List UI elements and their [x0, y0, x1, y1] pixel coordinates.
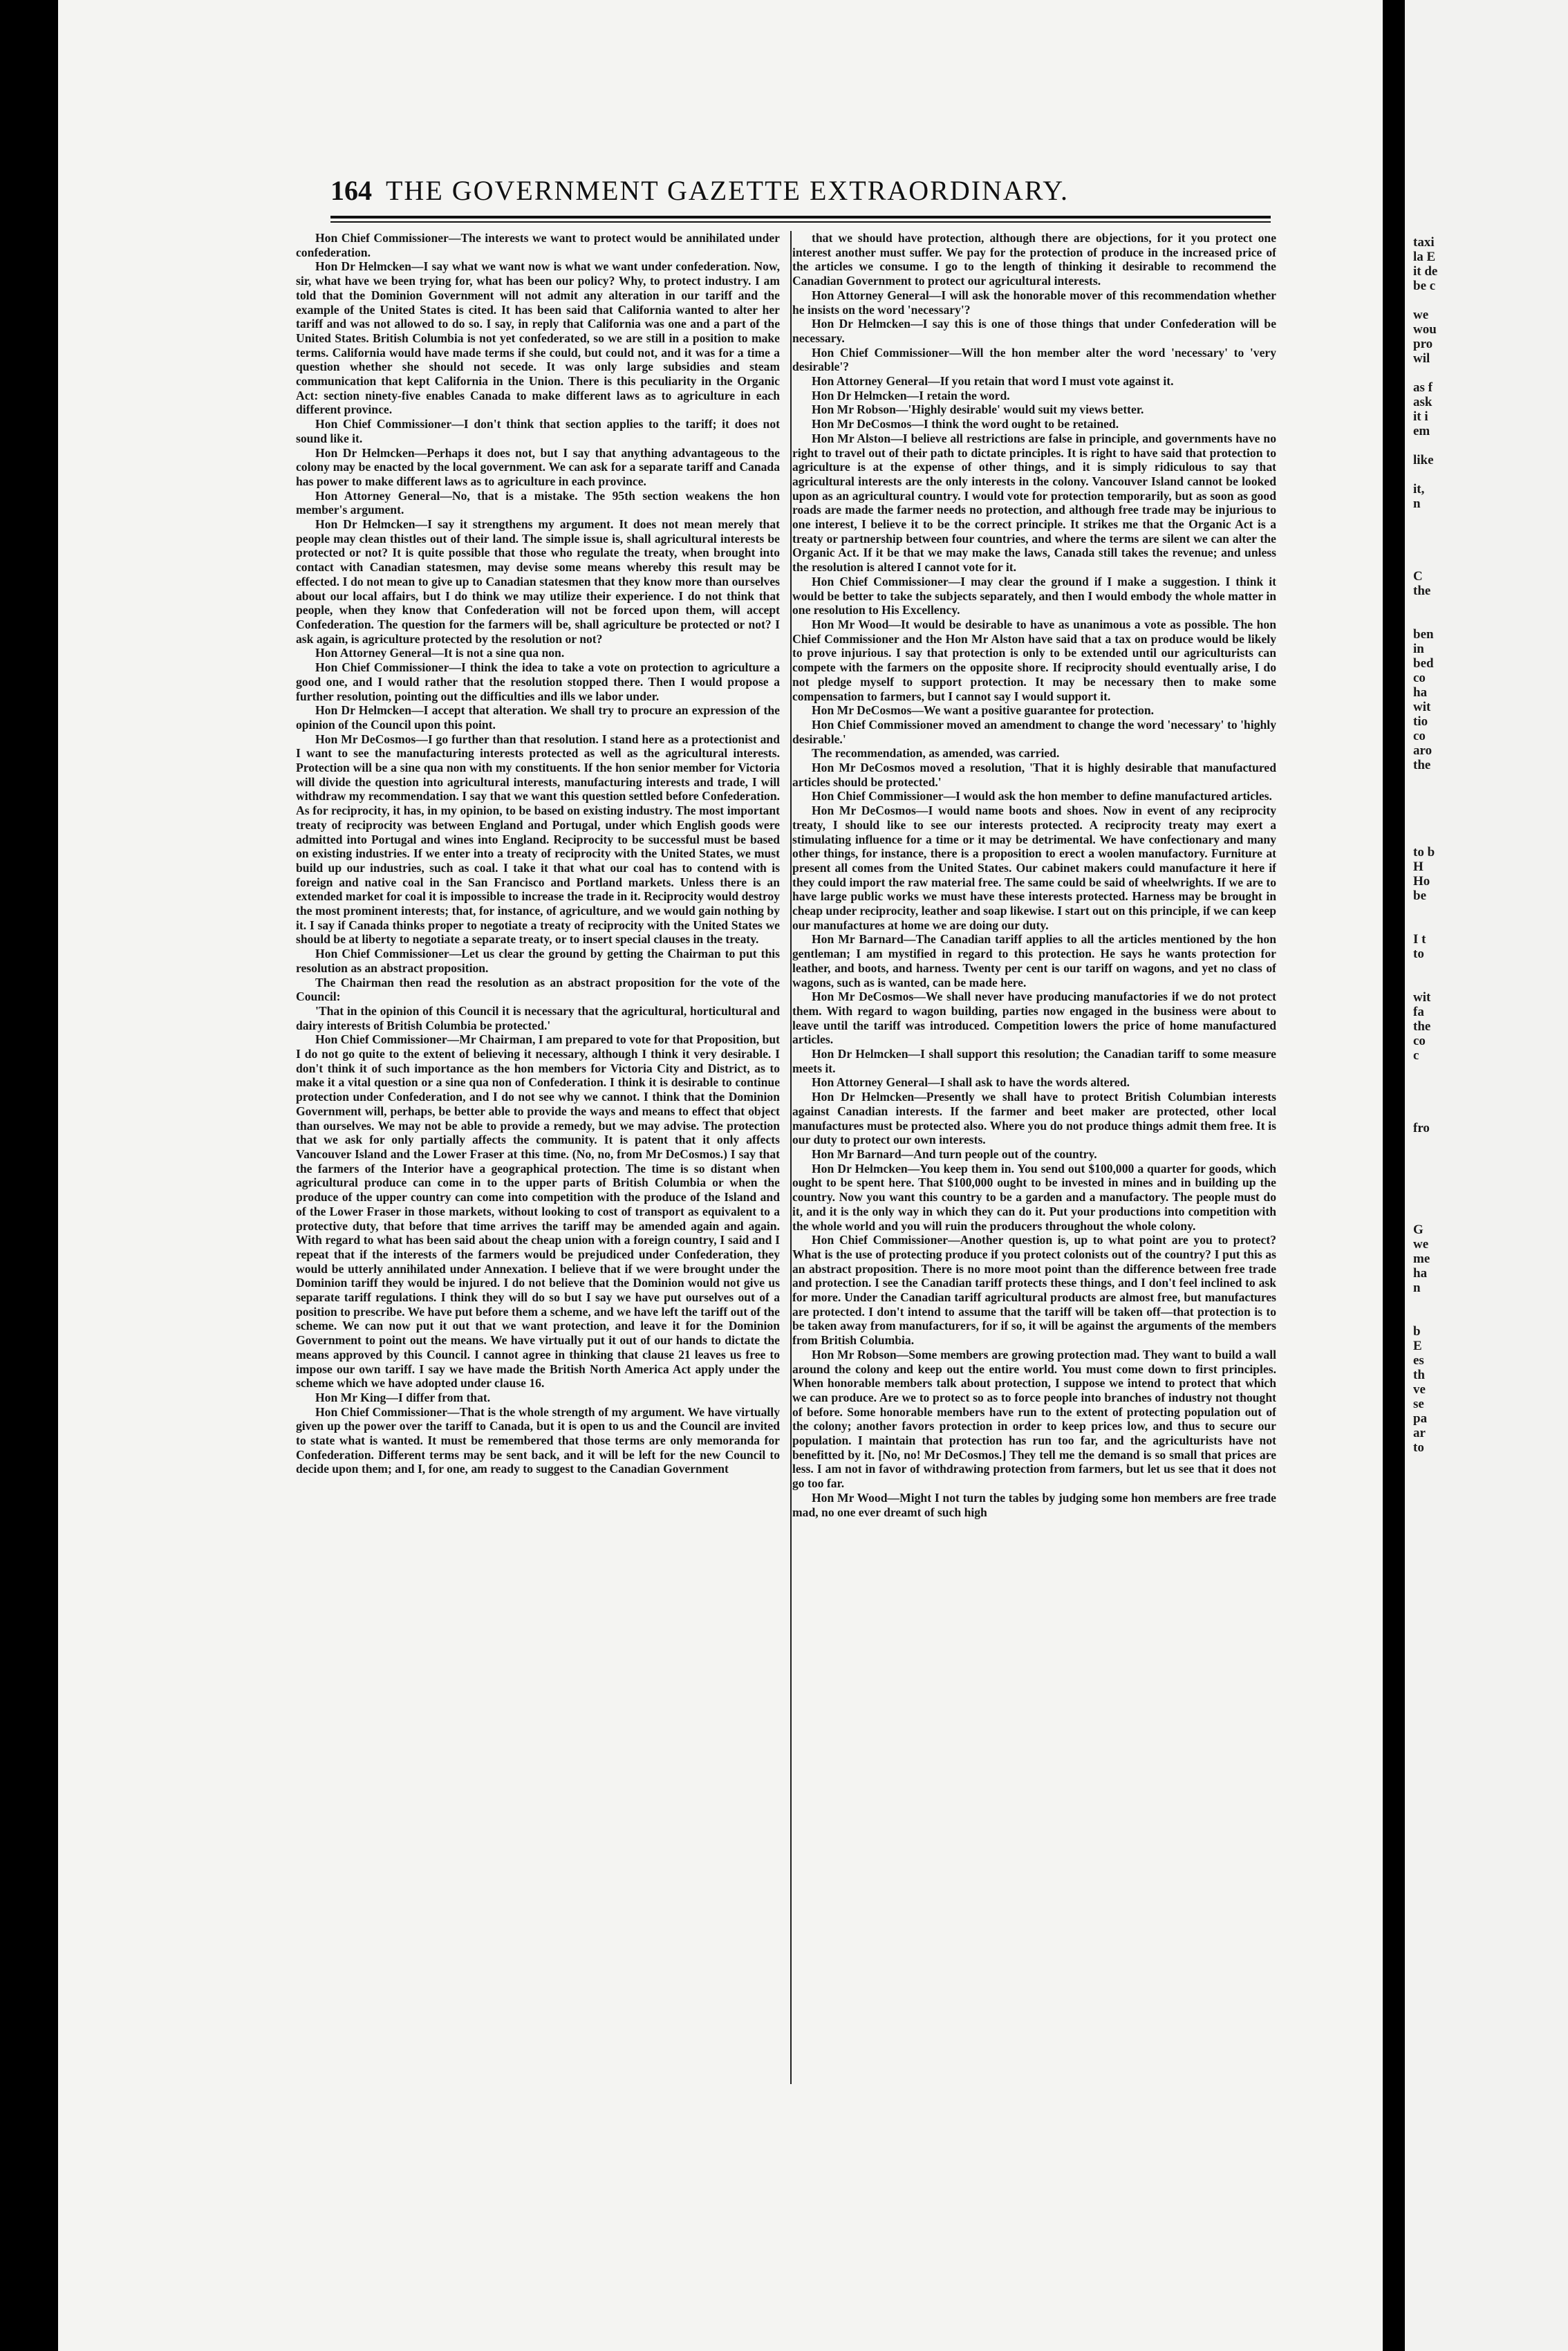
right-column-paragraph: Hon Attorney General—If you retain that word I must vote against it.: [812, 374, 1174, 389]
adjacent-page-line: co: [1413, 1034, 1426, 1048]
adjacent-page-line: se: [1413, 1397, 1424, 1411]
adjacent-page-line: we: [1413, 308, 1429, 322]
adjacent-page-line: wit: [1413, 700, 1431, 714]
adjacent-page-line: fro: [1413, 1121, 1430, 1135]
adjacent-page-line: [1413, 1310, 1565, 1324]
right-column-paragraph: Hon Attorney General—I shall ask to have the words altered.: [812, 1075, 1130, 1090]
page-number: 164: [330, 175, 372, 206]
adjacent-page-line: [1413, 1164, 1565, 1179]
right-column-paragraph: Hon Attorney General—I will ask the honorable mover of this recommendation whether he insists on the word 'necessary'?: [792, 288, 1276, 317]
adjacent-page-line: pro: [1413, 337, 1433, 351]
adjacent-page-line: [1413, 976, 1565, 990]
adjacent-page-line: la E: [1413, 250, 1436, 264]
right-column-paragraph: Hon Mr Robson—'Highly desirable' would suit my views better.: [812, 402, 1144, 417]
adjacent-page-line: aro: [1413, 743, 1432, 758]
left-column-paragraph: Hon Attorney General—No, that is a mistake. The 95th section weakens the hon member's argument.: [296, 488, 780, 517]
adjacent-page-line: [1413, 1179, 1565, 1193]
scan-border-left: [0, 0, 58, 2351]
adjacent-page-line: [1413, 1063, 1565, 1077]
adjacent-page-line: the: [1413, 758, 1431, 772]
running-title: THE GOVERNMENT GAZETTE EXTRAORDINARY.: [386, 175, 1070, 206]
adjacent-page-line: em: [1413, 424, 1430, 438]
adjacent-page-line: [1413, 598, 1565, 613]
right-column-paragraph: Hon Mr DeCosmos—We want a positive guarantee for protection.: [812, 703, 1155, 718]
right-column-paragraph: Hon Dr Helmcken—I say this is one of those things that under Confederation will be necessary.: [792, 317, 1276, 345]
left-column-paragraph: The Chairman then read the resolution as an abstract proposition for the vote of the Council:: [296, 975, 780, 1004]
right-column-paragraph: Hon Mr DeCosmos moved a resolution, 'That it is highly desirable that manufactured articles should be protected.': [792, 761, 1276, 789]
adjacent-page-line: [1413, 830, 1565, 845]
adjacent-page-line: [1413, 816, 1565, 830]
adjacent-page-line: [1413, 1092, 1565, 1106]
adjacent-page-line: G: [1413, 1223, 1424, 1237]
adjacent-page-line: [1413, 1077, 1565, 1092]
adjacent-page-line: [1413, 1150, 1565, 1164]
scan-border-middle: [1383, 0, 1405, 2351]
right-column-paragraph: Hon Chief Commissioner—I would ask the hon member to define manufactured articles.: [812, 789, 1272, 803]
right-column-paragraph: Hon Mr DeCosmos—I would name boots and shoes. Now in event of any reciprocity treaty, I should like to see our interests protected. A reciprocity treaty may exert a stimulating influence for a time or it may be detrimental. We have confectionary and many other things, for instance, there is a proposition to erect a woolen manufactory. Furniture at present all comes from the United States. Our cabinet makers could manufacture it here if they could import the raw material free. The same could be said of wheelwrights. If we are to have large public works we must have these interests protected. Harness may be brought in cheap under reciprocity, leather and soap likewise. I start out on this principle, if we can keep our manufactures at home we are doing our duty.: [792, 803, 1276, 932]
header-rule-thick: [330, 216, 1271, 219]
left-column-paragraph: Hon Chief Commissioner—I think the idea to take a vote on protection to agriculture a good one, and I would rather that the resolution stopped there. Then I would propose a further resolution, pointing out the difficulties and ills we labor under.: [296, 660, 780, 703]
right-column-paragraph: that we should have protection, although there are objections, for it you protect one interest another must suffer. We pay for the protection of produce in the increased price of the articles we consume. I go to the length of thinking it desirable to recommend the Canadian Government to protect our agricultural interests.: [792, 231, 1276, 288]
adjacent-page-line: [1413, 511, 1565, 526]
adjacent-page-line: to: [1413, 947, 1424, 961]
adjacent-page-line: [1413, 467, 1565, 482]
adjacent-page-line: [1413, 918, 1565, 932]
right-column-paragraph: Hon Mr Wood—It would be desirable to have as unanimous a vote as possible. The hon Chief Commissioner and the Hon Mr Alston have said that a tax on produce would be likely to prove injurious. I say that protection is only to be extended until our agriculturists can compete with the farmers on the opposite shore. If reciprocity should eventually arise, I do not pledge myself to support protection. It may be necessary then to make some compensation to farmers, but I cannot say I would support it.: [792, 617, 1276, 703]
adjacent-page-line: c: [1413, 1048, 1419, 1063]
left-column-paragraph: Hon Chief Commissioner—I don't think that section applies to the tariff; it does not sound like it.: [296, 417, 780, 445]
adjacent-page-line: the: [1413, 584, 1431, 598]
adjacent-page-line: co: [1413, 729, 1426, 743]
adjacent-page-line: be: [1413, 889, 1426, 903]
right-column-paragraph: Hon Mr Robson—Some members are growing protection mad. They want to build a wall around the colony and keep out the entire world. You must come down to first principles. When honorable members talk about protection, I suppose we intend to protect that which we can produce. Are we to protect so as to force people into branches of industry not thought of before. Some honorable members have run to the extent of protecting population out of the colony; another favors protection in order to keep prices low, and thus to secure our population. I maintain that protection has run too far, and the agriculturists have not benefitted by it. [No, no! Mr DeCosmos.] They tell me the demand is so small that prices are less. I am not in favor of withdrawing protection from farmers, but let us see that it does not go too far.: [792, 1347, 1276, 1491]
adjacent-page-line: I t: [1413, 932, 1426, 947]
adjacent-page-line: th: [1413, 1368, 1425, 1382]
right-column-paragraph: Hon Dr Helmcken—You keep them in. You send out $100,000 a quarter for goods, which ought to be spent here. That $100,000 ought to be invested in mines and in building up the country. Now you want this country to be a garden and a manufactory. The people must do it, and it is the only way in which they can do it. Put your productions into competition with the whole world and you will ruin the producers throughout the whole colony.: [792, 1161, 1276, 1233]
adjacent-page-line: me: [1413, 1252, 1430, 1266]
adjacent-page-line: [1413, 366, 1565, 380]
adjacent-page-line: as f: [1413, 380, 1432, 395]
adjacent-page-line: ben: [1413, 627, 1434, 642]
adjacent-page-line: [1413, 1135, 1565, 1150]
adjacent-page-line: it,: [1413, 482, 1425, 496]
left-column-paragraph: Hon Dr Helmcken—I say it strengthens my argument. It does not mean merely that people may clean thistles out of their land. The simple issue is, shall agricultural interests be protected or not? It is quite possible that those who regulate the treaty, when brought into contact with Canadian statesmen, may devise some means whereby this result may be effected. I do not mean to give up to Canadian statesmen that they know more than ourselves about our local affairs, but I do think we may utilize their experience. I do not think that people, when they know that Confederation will not be forced upon them, will accept Confederation. The question for the farmers will be, shall agriculture be protected or not? I ask again, is agriculture protected by the resolution or not?: [296, 517, 780, 646]
adjacent-page-line: H: [1413, 859, 1424, 874]
adjacent-page-line: [1413, 903, 1565, 918]
adjacent-page-line: bed: [1413, 656, 1434, 671]
right-column-paragraph: Hon Mr DeCosmos—I think the word ought to be retained.: [812, 417, 1119, 431]
right-column-paragraph: The recommendation, as amended, was carried.: [812, 746, 1060, 761]
left-column-paragraph: Hon Mr King—I differ from that.: [315, 1390, 491, 1404]
column-divider: [790, 231, 792, 2084]
right-text-column: [792, 231, 1276, 2084]
adjacent-page-line: [1413, 613, 1565, 627]
right-column-paragraph: Hon Chief Commissioner moved an amendment to change the word 'necessary' to 'highly desirable.': [792, 717, 1276, 746]
right-column-paragraph: Hon Chief Commissioner—Will the hon member alter the word 'necessary' to 'very desirable'?: [792, 345, 1276, 374]
adjacent-page-line: [1413, 293, 1565, 308]
adjacent-page-line: tio: [1413, 714, 1428, 729]
adjacent-page-line: n: [1413, 496, 1421, 511]
adjacent-page-fragments: [1413, 235, 1565, 1455]
right-column-paragraph: Hon Chief Commissioner—I may clear the ground if I make a suggestion. I think it would be better to take the subjects separately, and then I would embody the whole matter in one resolution to His Excellency.: [792, 574, 1276, 617]
adjacent-page-line: like: [1413, 453, 1434, 467]
page-header: [330, 174, 1127, 209]
header-rule-thin: [330, 221, 1271, 223]
adjacent-page-line: [1413, 526, 1565, 540]
left-column-paragraph: Hon Attorney General—It is not a sine qua non.: [315, 646, 565, 660]
adjacent-page-line: wou: [1413, 322, 1437, 337]
adjacent-page-line: to: [1413, 1440, 1424, 1455]
adjacent-page-line: pa: [1413, 1411, 1428, 1426]
right-column-paragraph: Hon Chief Commissioner—Another question is, up to what point are you to protect? What is the use of protecting produce if you protect colonists out of the country? I put this as an abstract proposition. There is no more moot point than the difference between free trade and protection. I see the Canadian tariff protects these things, and I don't feel inclined to ask for more. Under the Canadian tariff agricultural products are almost free, but manufactures are protected. I don't intend to assume that the tariff will be taken off—that protection is to be taken away from manufacturers, for if so, it will be against the arguments of the members from British Columbia.: [792, 1233, 1276, 1348]
left-text-column: [296, 231, 780, 2084]
adjacent-page-line: [1413, 1208, 1565, 1223]
adjacent-page-line: [1413, 1106, 1565, 1121]
adjacent-page-line: we: [1413, 1237, 1429, 1252]
adjacent-page-line: [1413, 961, 1565, 976]
adjacent-page-line: [1413, 438, 1565, 453]
adjacent-page-line: [1413, 801, 1565, 816]
left-column-paragraph: Hon Chief Commissioner—Mr Chairman, I am prepared to vote for that Proposition, but I do not go quite to the extent of believing it necessary, although I think it very desirable. I don't think it of such importance as the hon members for Victoria City and District, as to make it a vital question or a sine qua non of Confederation. I think it is desirable to continue protection under Confederation, and I do not see why we cannot. I think that the Dominion Government will, perhaps, be better able to provide the ways and means to effect that object than ourselves. We may not be able to provide a remedy, but we may advise. The protection that we ask for only partially affects the community. It is patent that it only affects Vancouver Island and the Lower Fraser at this time. (No, no, from Mr DeCosmos.) I say that the farmers of the Interior have a geographical protection. The time is so distant when agricultural produce can come in to the upper parts of British Columbia or when the produce of the upper country can come into competition with the produce of the Island and of the Lower Fraser in those markets, without looking to cost of transport as equivalent to a protective duty, that before that time arrives the tariff may be amended again and again. With regard to what has been said about the cheap union with a foreign country, I said and I repeat that if the interests of the farmers would be prejudiced under Confederation, they would be utterly annihilated under Annexation. I believe that if we were brought under the Dominion tariff they would be injured. I do not believe that the Dominion would not give us separate tariff regulations. I think they will do so but I say we have put ourselves out of a position to prescribe. We have put before them a scheme, and we have left the tariff out of the scheme. We can now put it out that we want protection, and leave it for the Dominion Government to point out the means. We have virtually put it out of our hands to dictate the means approved by this Council. I cannot agree in thinking that clause 21 leaves us free to impose our own tariff. I say we have made the British North America Act apply under the scheme which we have adopted under clause 16.: [296, 1032, 780, 1391]
adjacent-page-line: b: [1413, 1324, 1421, 1339]
adjacent-page-line: taxi: [1413, 235, 1435, 250]
adjacent-page-line: ha: [1413, 1266, 1428, 1281]
adjacent-page-line: es: [1413, 1353, 1424, 1368]
left-column-paragraph: Hon Chief Commissioner—That is the whole strength of my argument. We have virtually given up the power over the tariff to Canada, but it is open to us and the Council are invited to state what is wanted. It must be remembered that those terms are only memoranda for Confederation. Different terms may be sent back, and it will be left for the new Council to decide upon them; and I, for one, am ready to suggest to the Canadian Government: [296, 1404, 780, 1476]
adjacent-page-line: it i: [1413, 409, 1428, 424]
right-column-paragraph: Hon Mr DeCosmos—We shall never have producing manufactories if we do not protect them. With regard to wagon building, parties now engaged in the business were about to leave until the tariff was introduced. Competition lowers the price of home manufactured articles.: [792, 989, 1276, 1047]
adjacent-page-line: wil: [1413, 351, 1430, 366]
left-column-paragraph: Hon Mr DeCosmos—I go further than that resolution. I stand here as a protectionist and I want to see the manufacturing interests protected as well as the agricultural interests. Protection will be a sine qua non with my constituents. If the hon senior member for Victoria will divide the question into agricultural interests, manufacturing interests and trade, I will withdraw my recommendation. I say that we want this question settled before Confederation. As for reciprocity, it has, in my opinion, to be based on existing industry. The most important treaty of reciprocity was between England and Portugal, under which English goods were admitted into Portugal and wines into England. Reciprocity to be successful must be based on existing industries. If we enter into a treaty of reciprocity with the United States, we must build up our industries, such as coal. I take it that what our coal has to contend with is foreign and native coal in the San Francisco and Portland markets. Unless there is an extended market for coal it is impossible to increase the trade in it. Reciprocity would destroy the most prominent interests; that, for instance, of agriculture, and we would gain nothing by it. I say if Canada thinks proper to negotiate a treaty of reciprocity with the United States we should be at liberty to negotiate a separate treaty, or to insert special clauses in the treaty.: [296, 732, 780, 947]
adjacent-page-line: be c: [1413, 279, 1436, 293]
right-column-paragraph: Hon Dr Helmcken—Presently we shall have to protect British Columbian interests against Canadian interests. If the farmer and beet maker are protected, other local manufactures must be protected also. Where you do not produce things admit them free. It is our duty to protect our own interests.: [792, 1090, 1276, 1147]
adjacent-page-line: [1413, 540, 1565, 555]
right-column-paragraph: Hon Mr Barnard—And turn people out of the country.: [812, 1147, 1097, 1161]
adjacent-page-line: [1413, 1295, 1565, 1310]
adjacent-page-line: [1413, 787, 1565, 801]
adjacent-page-line: wit: [1413, 990, 1431, 1005]
left-column-paragraph: Hon Dr Helmcken—I say what we want now is what we want under confederation. Now, sir, what have we been trying for, what has been our policy? Why, to protect industry. I am told that the Dominion Government will not admit any alteration in our tariff and the example of the United States is cited. It has been said that California wanted to alter her tariff and was not allowed to do so. I say, in reply that California was one and a part of the United States. British Columbia is not yet confederated, so we are still in a position to make terms. California would have made terms if she could, but could not, and it was for a time a question whether she should not secede. It was only large subsidies and steam communication that kept California in the Union. There is this peculiarity in the Organic Act: section ninety-five enables Canada to make different laws as to agriculture in each different province.: [296, 259, 780, 417]
adjacent-page-line: [1413, 772, 1565, 787]
adjacent-page-line: fa: [1413, 1005, 1424, 1019]
right-column-paragraph: Hon Dr Helmcken—I shall support this resolution; the Canadian tariff to some measure meets it.: [792, 1047, 1276, 1075]
adjacent-page-line: the: [1413, 1019, 1431, 1034]
adjacent-page-line: co: [1413, 671, 1426, 685]
left-column-paragraph: 'That in the opinion of this Council it is necessary that the agricultural, horticultural and dairy interests of British Columbia be protected.': [296, 1003, 780, 1032]
right-column-paragraph: Hon Dr Helmcken—I retain the word.: [812, 388, 1010, 402]
left-column-paragraph: Hon Dr Helmcken—Perhaps it does not, but I say that anything advantageous to the colony may be enacted by the local government. We can ask for a separate tariff and Canada has power to make different laws as to agriculture in each province.: [296, 445, 780, 488]
adjacent-page-line: E: [1413, 1339, 1422, 1353]
adjacent-page-line: ask: [1413, 395, 1432, 409]
left-column-paragraph: Hon Chief Commissioner—The interests we want to protect would be annihilated under confederation.: [296, 231, 780, 259]
adjacent-page-line: it de: [1413, 264, 1438, 279]
right-column-paragraph: Hon Mr Wood—Might I not turn the tables by judging some hon members are free trade mad, no one ever dreamt of such high: [792, 1490, 1276, 1519]
adjacent-page-line: [1413, 555, 1565, 569]
adjacent-page-strip: [1405, 0, 1568, 2351]
adjacent-page-line: n: [1413, 1281, 1421, 1295]
adjacent-page-line: in: [1413, 642, 1424, 656]
adjacent-page-line: Ho: [1413, 874, 1430, 889]
adjacent-page-line: ar: [1413, 1426, 1426, 1440]
right-column-paragraph: Hon Mr Alston—I believe all restrictions are false in principle, and governments have no right to travel out of their path to dictate principles. It is right to have said that protection to agriculture is at the expense of other things, and it is simply ridiculous to say that agricultural interests are the only interests in the colony. Vancouver Island cannot be looked upon as an agricultural country. I would vote for protection temporarily, but as soon as good roads are made the farmer needs no protection, and although free trade may be injurious to one interest, I believe it to be the correct principle. It strikes me that the Organic Act is a treaty or partnership between four countries, and where the terms are silent we can alter the Organic Act. If it be that we may make the laws, Canada still takes the revenue; and unless the resolution is altered I cannot vote for it.: [792, 431, 1276, 575]
adjacent-page-line: to b: [1413, 845, 1435, 859]
left-column-paragraph: Hon Dr Helmcken—I accept that alteration. We shall try to procure an expression of the opinion of the Council upon this point.: [296, 703, 780, 732]
adjacent-page-line: ha: [1413, 685, 1428, 700]
right-column-paragraph: Hon Mr Barnard—The Canadian tariff applies to all the articles mentioned by the hon gentleman; I am mystified in regard to this protection. He says he wants protection for leather, and boots, and harness. Twenty per cent is our tariff on wagons, and yet no class of wagons, such as is wanted, can be made here.: [792, 932, 1276, 989]
left-column-paragraph: Hon Chief Commissioner—Let us clear the ground by getting the Chairman to put this resolution as an abstract proposition.: [296, 947, 780, 975]
adjacent-page-line: C: [1413, 569, 1423, 584]
adjacent-page-line: [1413, 1193, 1565, 1208]
adjacent-page-line: ve: [1413, 1382, 1426, 1397]
